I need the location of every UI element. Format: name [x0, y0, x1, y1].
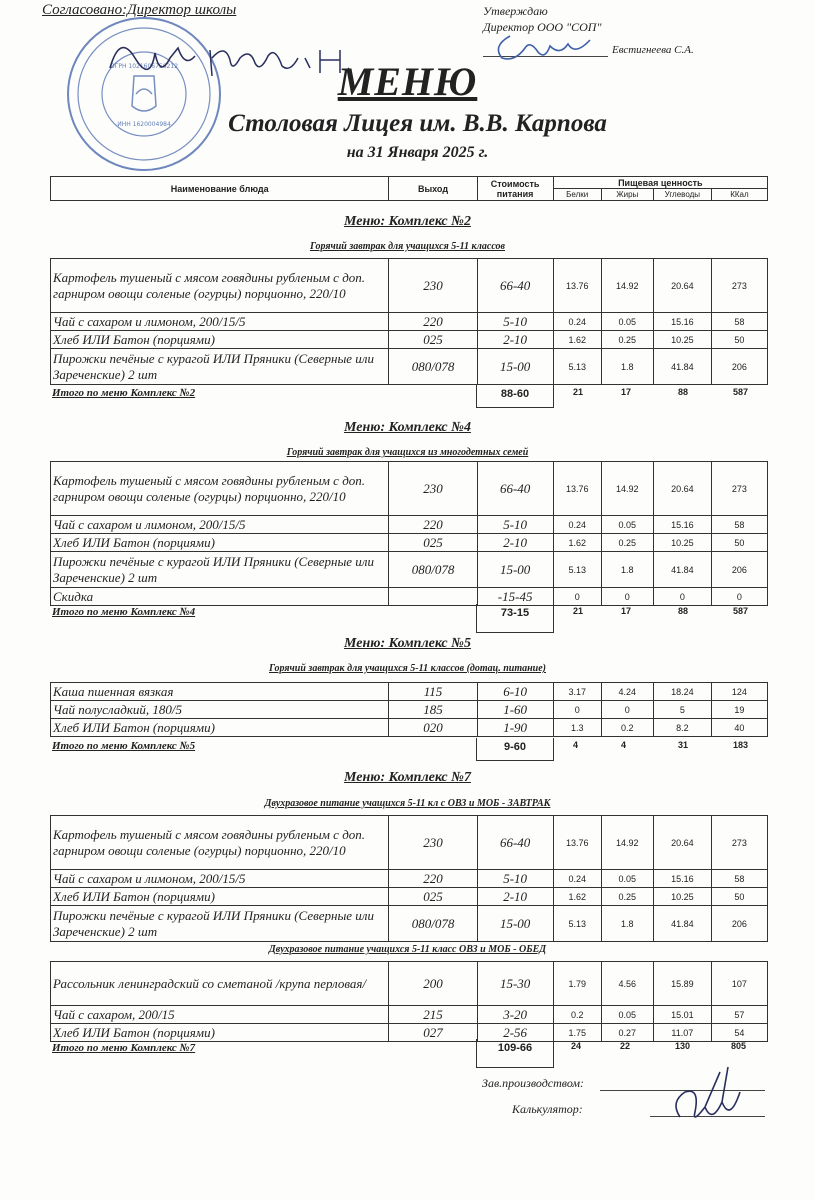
dish-name: Пирожки печёные с курагой ИЛИ Пряники (Северные или Зареченские) 2 шт: [51, 349, 389, 385]
total-kcal: 587: [733, 387, 749, 397]
svg-text:ИНН 1620004984: ИНН 1620004984: [117, 121, 171, 128]
dish-yield: 230: [389, 259, 477, 313]
dish-fat: 0.2: [601, 719, 653, 737]
dish-protein: 13.76: [553, 259, 601, 313]
dish-cost: 66-40: [477, 816, 553, 870]
approved-left-heading: Согласовано:Директор школы: [42, 2, 237, 18]
col-fat-header: Жиры: [601, 189, 653, 201]
dish-protein: 1.79: [553, 962, 601, 1006]
dish-carbs: 0: [653, 588, 711, 606]
dish-protein: 0.2: [553, 1006, 601, 1024]
dish-yield: 080/078: [389, 906, 477, 942]
dish-name: Пирожки печёные с курагой ИЛИ Пряники (Северные или Зареченские) 2 шт: [51, 552, 389, 588]
dish-yield: 220: [389, 313, 477, 331]
table-row: [51, 1006, 768, 1024]
dish-kcal: 0: [711, 588, 767, 606]
approve-right-line1: Утверждаю: [483, 4, 548, 18]
page-title: МЕНЮ: [337, 59, 478, 104]
dish-name: Рассольник ленинградский со сметаной /крупа перловая/: [51, 962, 389, 1006]
dish-cost: 15-30: [477, 962, 553, 1006]
menu-section-title: Меню: Комплекс №4: [344, 420, 471, 435]
dish-carbs: 20.64: [653, 462, 711, 516]
dish-kcal: 206: [711, 552, 767, 588]
dish-carbs: 20.64: [653, 816, 711, 870]
dish-name: Чай полусладкий, 180/5: [51, 701, 389, 719]
table-row: [51, 313, 768, 331]
dish-protein: 1.62: [553, 534, 601, 552]
dish-name: Хлеб ИЛИ Батон (порциями): [51, 1024, 389, 1042]
menu-table: [50, 682, 768, 737]
dish-kcal: 58: [711, 516, 767, 534]
dish-name: Каша пшенная вязкая: [51, 683, 389, 701]
dish-kcal: 40: [711, 719, 767, 737]
total-fat: 4: [621, 740, 627, 750]
total-carbs: 130: [675, 1041, 691, 1051]
dish-yield: 215: [389, 1006, 477, 1024]
dish-yield: 025: [389, 888, 477, 906]
total-label: Итого по меню Комплекс №4: [52, 606, 196, 618]
dish-fat: 0.27: [601, 1024, 653, 1042]
dish-name: Картофель тушеный с мясом говядины рубленым с доп. гарниром овощи соленые (огурцы) порционно, 220/10: [51, 259, 389, 313]
svg-text:ОГРН 1021606756212: ОГРН 1021606756212: [109, 63, 179, 70]
dish-fat: 0.25: [601, 534, 653, 552]
dish-protein: 3.17: [553, 683, 601, 701]
dish-protein: 0.24: [553, 313, 601, 331]
total-cost: 73-15: [476, 604, 554, 633]
dish-name: Чай с сахаром и лимоном, 200/15/5: [51, 516, 389, 534]
dish-yield: 115: [389, 683, 477, 701]
total-kcal: 587: [733, 606, 749, 616]
dish-kcal: 57: [711, 1006, 767, 1024]
dish-yield: 220: [389, 516, 477, 534]
dish-protein: 0: [553, 588, 601, 606]
col-protein-header: Белки: [553, 189, 601, 201]
total-label: Итого по меню Комплекс №7: [52, 1042, 196, 1054]
menu-section-subtitle: Двухразовое питание учащихся 5-11 кл с ОВЗ и МОБ - ЗАВТРАК: [264, 798, 551, 809]
dish-yield: 080/078: [389, 552, 477, 588]
dish-name: Картофель тушеный с мясом говядины рубленым с доп. гарниром овощи соленые (огурцы) порционно, 220/10: [51, 462, 389, 516]
dish-carbs: 10.25: [653, 534, 711, 552]
total-cost: 88-60: [476, 385, 554, 408]
dish-fat: 1.8: [601, 349, 653, 385]
total-kcal: 183: [733, 740, 749, 750]
dish-kcal: 54: [711, 1024, 767, 1042]
dish-cost: 1-90: [477, 719, 553, 737]
dish-kcal: 273: [711, 462, 767, 516]
table-row: [51, 816, 768, 870]
table-row: [51, 1024, 768, 1042]
dish-yield: 080/078: [389, 349, 477, 385]
dish-kcal: 50: [711, 331, 767, 349]
total-protein: 4: [573, 740, 579, 750]
dish-name: Пирожки печёные с курагой ИЛИ Пряники (Северные или Зареченские) 2 шт: [51, 906, 389, 942]
dish-name: Чай с сахаром и лимоном, 200/15/5: [51, 313, 389, 331]
dish-carbs: 18.24: [653, 683, 711, 701]
table-row: [51, 870, 768, 888]
dish-cost: -15-45: [477, 588, 553, 606]
dish-fat: 0: [601, 701, 653, 719]
table-row: [51, 259, 768, 313]
dish-carbs: 15.16: [653, 313, 711, 331]
table-row: [51, 683, 768, 701]
production-label: Зав.производством:: [482, 1076, 585, 1090]
menu-table-lunch: [50, 961, 768, 1042]
total-fat: 17: [621, 387, 632, 397]
dish-cost: 6-10: [477, 683, 553, 701]
dish-fat: 0.05: [601, 1006, 653, 1024]
dish-name: Хлеб ИЛИ Батон (порциями): [51, 534, 389, 552]
table-row: [51, 331, 768, 349]
dish-fat: 14.92: [601, 462, 653, 516]
dish-carbs: 15.89: [653, 962, 711, 1006]
dish-fat: 0.05: [601, 870, 653, 888]
menu-section-subtitle: Горячий завтрак для учащихся 5-11 классов: [309, 241, 506, 252]
dish-cost: 66-40: [477, 259, 553, 313]
menu-date: на 31 Января 2025 г.: [346, 144, 489, 161]
dish-name: Хлеб ИЛИ Батон (порциями): [51, 888, 389, 906]
dish-cost: 2-10: [477, 534, 553, 552]
table-row: [51, 719, 768, 737]
table-row: [51, 906, 768, 942]
total-label: Итого по меню Комплекс №2: [52, 387, 196, 399]
dish-yield: 020: [389, 719, 477, 737]
total-protein: 21: [573, 387, 584, 397]
dish-yield: 027: [389, 1024, 477, 1042]
total-cost: 109-66: [476, 1039, 554, 1068]
dish-fat: 1.8: [601, 906, 653, 942]
dish-carbs: 15.16: [653, 870, 711, 888]
dish-fat: 0: [601, 588, 653, 606]
table-row: [51, 552, 768, 588]
table-row: [51, 462, 768, 516]
column-header-table: [50, 176, 768, 201]
dish-carbs: 8.2: [653, 719, 711, 737]
col-cost-header: Стоимость питания: [477, 177, 553, 201]
menu-section-subtitle-lunch: Двухразовое питание учащихся 5-11 класс ОВЗ и МОБ - ОБЕД: [268, 944, 547, 955]
dish-protein: 1.62: [553, 331, 601, 349]
dish-kcal: 58: [711, 870, 767, 888]
dish-cost: 5-10: [477, 313, 553, 331]
dish-carbs: 10.25: [653, 888, 711, 906]
dish-name: Чай с сахаром и лимоном, 200/15/5: [51, 870, 389, 888]
total-carbs: 88: [678, 387, 689, 397]
table-row: [51, 534, 768, 552]
menu-table: [50, 461, 768, 606]
dish-protein: 5.13: [553, 906, 601, 942]
menu-section-title: Меню: Комплекс №2: [344, 214, 471, 229]
total-cost: 9-60: [476, 738, 554, 761]
dish-yield: 200: [389, 962, 477, 1006]
dish-fat: 14.92: [601, 816, 653, 870]
dish-carbs: 11.07: [653, 1024, 711, 1042]
dish-cost: 15-00: [477, 349, 553, 385]
dish-yield: 025: [389, 534, 477, 552]
dish-cost: 5-10: [477, 516, 553, 534]
dish-name: Скидка: [51, 588, 389, 606]
approve-right-line2: Директор ООО "СОП": [483, 20, 602, 34]
dish-protein: 13.76: [553, 462, 601, 516]
table-row: [51, 349, 768, 385]
col-carbs-header: Углеводы: [653, 189, 711, 201]
dish-protein: 0.24: [553, 870, 601, 888]
dish-carbs: 15.16: [653, 516, 711, 534]
table-row: [51, 888, 768, 906]
dish-fat: 0.25: [601, 331, 653, 349]
table-row: [51, 516, 768, 534]
dish-fat: 4.56: [601, 962, 653, 1006]
dish-protein: 13.76: [553, 816, 601, 870]
dish-yield: 230: [389, 462, 477, 516]
dish-protein: 0: [553, 701, 601, 719]
table-row: [51, 701, 768, 719]
total-protein: 21: [573, 606, 584, 616]
dish-protein: 5.13: [553, 349, 601, 385]
dish-fat: 1.8: [601, 552, 653, 588]
table-row: [51, 962, 768, 1006]
dish-cost: 66-40: [477, 462, 553, 516]
dish-protein: 1.62: [553, 888, 601, 906]
menu-section-title: Меню: Комплекс №7: [344, 770, 471, 785]
col-kcal-header: ККал: [711, 189, 767, 201]
col-name-header: Наименование блюда: [51, 177, 389, 201]
dish-yield: 025: [389, 331, 477, 349]
total-label: Итого по меню Комплекс №5: [52, 740, 196, 752]
dish-kcal: 19: [711, 701, 767, 719]
dish-kcal: 58: [711, 313, 767, 331]
total-fat: 17: [621, 606, 632, 616]
page-subtitle: Столовая Лицея им. В.В. Карпова: [228, 110, 607, 137]
director-name: Евстигнеева С.А.: [612, 44, 694, 56]
dish-name: Чай с сахаром, 200/15: [51, 1006, 389, 1024]
dish-carbs: 41.84: [653, 552, 711, 588]
dish-cost: 5-10: [477, 870, 553, 888]
menu-table: [50, 258, 768, 385]
dish-name: Хлеб ИЛИ Батон (порциями): [51, 331, 389, 349]
dish-fat: 0.25: [601, 888, 653, 906]
dish-name: Хлеб ИЛИ Батон (порциями): [51, 719, 389, 737]
total-carbs: 88: [678, 606, 689, 616]
dish-kcal: 50: [711, 888, 767, 906]
dish-cost: 1-60: [477, 701, 553, 719]
total-kcal: 805: [731, 1041, 747, 1051]
dish-kcal: 206: [711, 349, 767, 385]
dish-fat: 4.24: [601, 683, 653, 701]
dish-cost: 2-56: [477, 1024, 553, 1042]
dish-yield: [389, 588, 477, 606]
dish-cost: 3-20: [477, 1006, 553, 1024]
dish-carbs: 20.64: [653, 259, 711, 313]
dish-carbs: 10.25: [653, 331, 711, 349]
dish-name: Картофель тушеный с мясом говядины рубленым с доп. гарниром овощи соленые (огурцы) порционно, 220/10: [51, 816, 389, 870]
dish-protein: 1.75: [553, 1024, 601, 1042]
dish-protein: 5.13: [553, 552, 601, 588]
total-fat: 22: [620, 1041, 631, 1051]
signature-footer-icon: [650, 1062, 770, 1132]
total-protein: 24: [571, 1041, 582, 1051]
col-nutrition-header: Пищевая ценность: [553, 177, 767, 189]
dish-kcal: 124: [711, 683, 767, 701]
dish-carbs: 41.84: [653, 906, 711, 942]
dish-fat: 0.05: [601, 516, 653, 534]
dish-cost: 15-00: [477, 906, 553, 942]
dish-yield: 220: [389, 870, 477, 888]
dish-protein: 0.24: [553, 516, 601, 534]
dish-kcal: 273: [711, 816, 767, 870]
menu-section-subtitle: Горячий завтрак для учащихся 5-11 классов (дотац. питание): [269, 663, 546, 674]
dish-kcal: 273: [711, 259, 767, 313]
total-carbs: 31: [678, 740, 689, 750]
table-row: [51, 588, 768, 606]
dish-carbs: 41.84: [653, 349, 711, 385]
dish-carbs: 15.01: [653, 1006, 711, 1024]
dish-fat: 14.92: [601, 259, 653, 313]
menu-table: [50, 815, 768, 942]
col-yield-header: Выход: [389, 177, 477, 201]
menu-section-title: Меню: Комплекс №5: [344, 636, 471, 651]
menu-section-subtitle: Горячий завтрак для учащихся из многодетных семей: [286, 447, 529, 458]
dish-kcal: 107: [711, 962, 767, 1006]
dish-kcal: 50: [711, 534, 767, 552]
dish-cost: 2-10: [477, 888, 553, 906]
dish-carbs: 5: [653, 701, 711, 719]
dish-cost: 2-10: [477, 331, 553, 349]
dish-kcal: 206: [711, 906, 767, 942]
dish-yield: 185: [389, 701, 477, 719]
dish-protein: 1.3: [553, 719, 601, 737]
dish-yield: 230: [389, 816, 477, 870]
dish-cost: 15-00: [477, 552, 553, 588]
calculator-label: Калькулятор:: [512, 1102, 583, 1116]
dish-fat: 0.05: [601, 313, 653, 331]
